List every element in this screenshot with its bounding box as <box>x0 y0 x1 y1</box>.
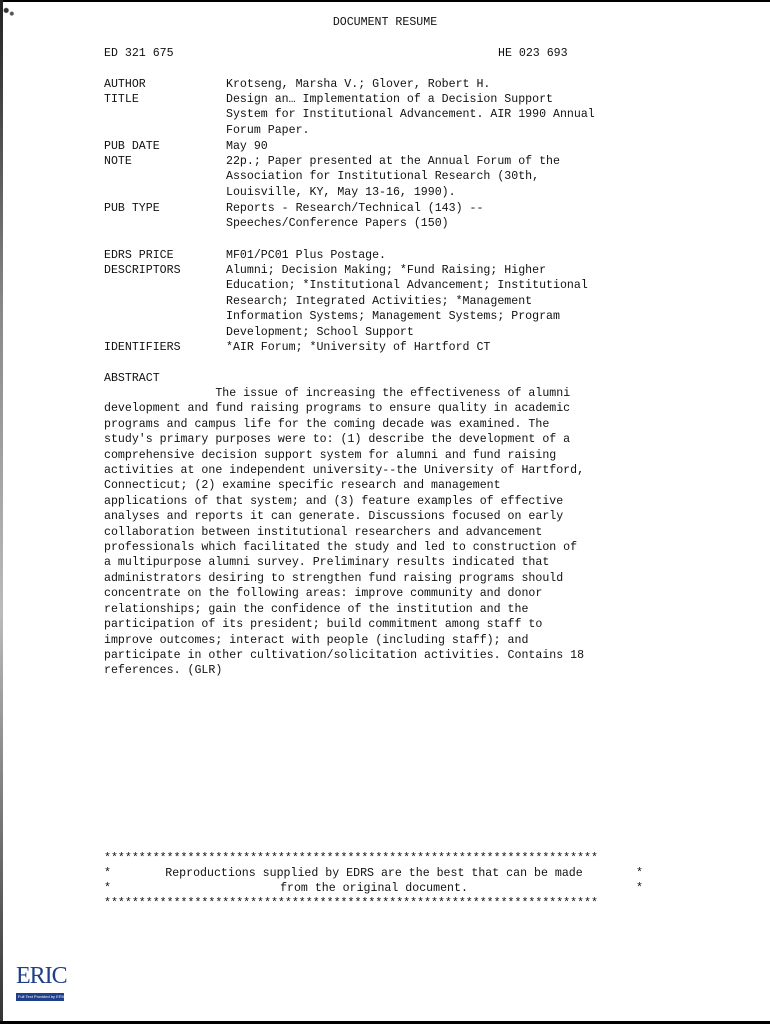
field-value: Alumni; Decision Making; *Fund Raising; Higher Education; *Institutional Advancement; Institutional Research; Integrated Activities; *Management Information Systems; Management Systems; Program Development; School Support <box>226 264 588 339</box>
field-label: AUTHOR <box>104 78 146 91</box>
field-value: Reports - Research/Technical (143) -- Speeches/Conference Papers (150) <box>226 202 484 231</box>
field-label: IDENTIFIERS <box>104 341 181 354</box>
field-value: *AIR Forum; *University of Hartford CT <box>226 341 491 354</box>
field-value: Krotseng, Marsha V.; Glover, Robert H. <box>226 78 491 91</box>
star-left: * <box>104 882 111 895</box>
abstract-text: The issue of increasing the effectiveness of alumni development and fund raising programs to ensure quality in academic programs and campus life for the coming decade was examined. The study's primary purposes were to: (1) describe the development of a comprehensive decision support system for alumni and fund raising activities at one independent university--the University of Hartford, Connecticut; (2) examine specific research and management applications of that system; and (3) feature examples of effective analyses and reports it can generate. Discussions focused on early collaboration between institutional researchers and advancement professionals which facilitated the study and led to construction of a multipurpose alumni survey. Preliminary results indicated that administrators desiring to strengthen fund raising programs should concentrate on the following areas: improve community and donor relationships; gain the confidence of the institution and the participation of its president; build commitment among staff to improve outcomes; interact with people (including staff); and participate in other cultivation/solicitation activities. Contains 18 references. (GLR) <box>104 387 585 678</box>
stars-bottom-border: *********************************************************************** <box>104 897 598 910</box>
field-value: MF01/PC01 Plus Postage. <box>226 249 387 262</box>
scan-border-left <box>0 0 3 1024</box>
he-number: HE 023 693 <box>498 47 568 60</box>
field-value: Design an… Implementation of a Decision Support System for Institutional Advancement. AIR 1990 Annual Forum Paper. <box>226 93 595 137</box>
field-label: PUB TYPE <box>104 202 160 215</box>
document-title: DOCUMENT RESUME <box>332 16 438 29</box>
ed-number: ED 321 675 <box>104 47 174 60</box>
star-right: * <box>636 867 643 880</box>
field-label: DESCRIPTORS <box>104 264 181 277</box>
eric-logo-text: ERIC <box>16 963 67 989</box>
field-value: May 90 <box>226 140 268 153</box>
reproduction-notice-line1: Reproductions supplied by EDRS are the best that can be made <box>165 867 583 880</box>
eric-logo <box>14 963 66 1005</box>
abstract-heading: ABSTRACT <box>104 372 160 385</box>
field-label: TITLE <box>104 93 139 106</box>
scan-border-top <box>0 0 770 2</box>
field-descriptors <box>104 263 664 339</box>
reproduction-notice-line2: from the original document. <box>280 882 468 895</box>
eric-logo-subtitle: Full Text Provided by ERIC <box>18 994 66 999</box>
field-label: NOTE <box>104 155 132 168</box>
field-label: EDRS PRICE <box>104 249 174 262</box>
star-right: * <box>636 882 643 895</box>
stars-top-border: *********************************************************************** <box>104 852 598 865</box>
field-value: 22p.; Paper presented at the Annual Forum of the Association for Institutional Research (30th, Louisville, KY, May 13-16, 1990). <box>226 155 560 199</box>
field-label: PUB DATE <box>104 140 160 153</box>
star-left: * <box>104 867 111 880</box>
